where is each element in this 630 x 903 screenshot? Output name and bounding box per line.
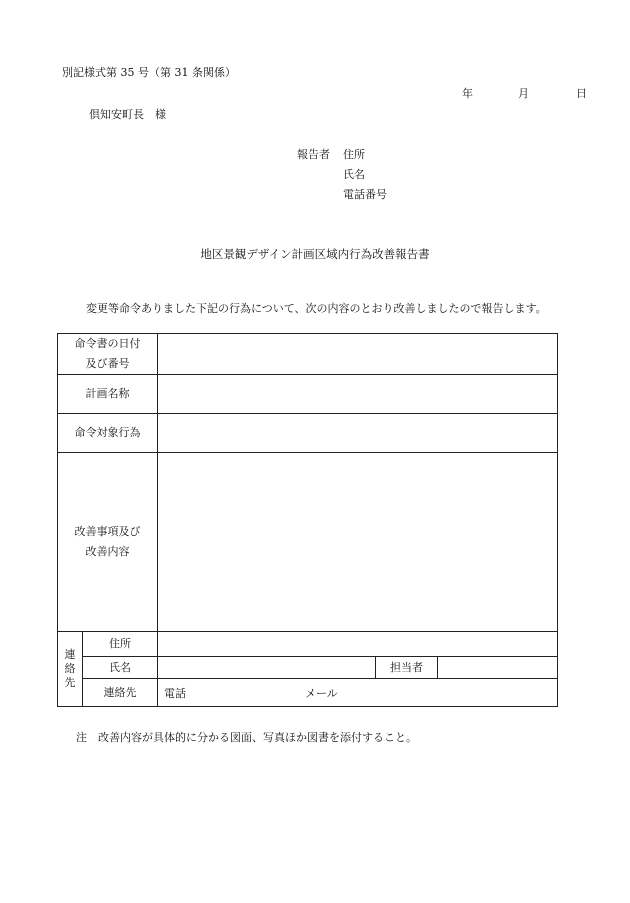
contact-char-2: 絡 — [64, 662, 76, 675]
improvement-label-line2: 改善内容 — [85, 545, 130, 558]
order-date-field[interactable] — [158, 334, 558, 375]
target-act-field[interactable] — [158, 414, 558, 453]
date-year-label: 年 — [462, 87, 473, 100]
contact-address-label: 住所 — [83, 632, 158, 657]
plan-name-field[interactable] — [158, 375, 558, 414]
improvement-field[interactable] — [158, 453, 558, 632]
reporter-phone-label: 電話番号 — [343, 188, 387, 201]
improvement-label — [58, 453, 158, 632]
contact-info-label: 連絡先 — [83, 679, 158, 707]
reporter-address-label: 住所 — [343, 148, 365, 161]
intro-text: 変更等命令ありました下記の行為について、次の内容のとおり改善しましたので報告します。 — [86, 302, 547, 315]
date-line — [462, 85, 587, 101]
order-date-label-line1: 命令書の日付 — [74, 337, 141, 350]
order-date-label — [58, 334, 158, 375]
contact-char-3: 先 — [64, 676, 76, 689]
mail-label: メール — [305, 686, 338, 700]
report-table — [57, 333, 558, 707]
order-date-label-line2: 及び番号 — [85, 357, 130, 370]
attachment-note: 注 改善内容が具体的に分かる図面、写真ほか図書を添付すること。 — [76, 731, 417, 744]
reporter-name-label: 氏名 — [343, 168, 365, 181]
document-title: 地区景観デザイン計画区域内行為改善報告書 — [200, 247, 430, 261]
contact-address-field[interactable] — [158, 632, 558, 657]
contact-name-label: 氏名 — [83, 657, 158, 679]
contact-vertical-label — [58, 632, 83, 707]
target-act-label: 命令対象行為 — [58, 414, 158, 453]
phone-label: 電話 — [164, 686, 186, 700]
contact-info-field[interactable] — [158, 679, 558, 707]
contact-char-1: 連 — [64, 648, 76, 661]
addressee: 倶知安町長 様 — [89, 108, 166, 121]
person-in-charge-label: 担当者 — [376, 657, 438, 679]
form-number: 別記様式第 35 号（第 31 条関係） — [62, 66, 236, 79]
improvement-label-line1: 改善事項及び — [74, 525, 141, 538]
date-day-label: 日 — [576, 87, 587, 100]
person-in-charge-field[interactable] — [438, 657, 558, 679]
plan-name-label: 計画名称 — [58, 375, 158, 414]
contact-name-field[interactable] — [158, 657, 376, 679]
date-month-label: 月 — [518, 87, 529, 100]
reporter-label: 報告者 — [297, 148, 330, 161]
